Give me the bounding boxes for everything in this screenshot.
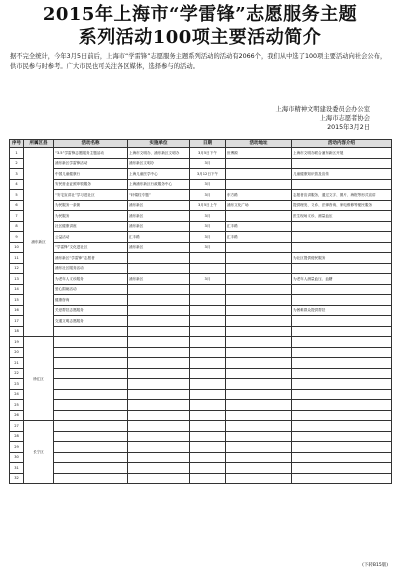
table-header-row	[10, 140, 392, 148]
cell-no: 18	[10, 326, 24, 337]
cell-description: 儿童健康知识普及宣传	[292, 169, 392, 180]
cell-description	[292, 379, 392, 390]
table-row	[10, 179, 392, 190]
cell-date	[190, 284, 226, 295]
cell-no: 32	[10, 473, 24, 484]
cell-district: 浦东新区	[24, 148, 54, 337]
table-row	[10, 263, 392, 274]
cell-address	[226, 295, 292, 306]
cell-date	[190, 421, 226, 432]
cell-activity-name: 浦东社区服务活动	[54, 263, 128, 274]
cell-date	[190, 379, 226, 390]
cell-activity-name	[54, 431, 128, 442]
cell-activity-name	[54, 452, 128, 463]
cell-activity-name	[54, 473, 128, 484]
cell-unit	[128, 347, 190, 358]
cell-activity-name	[54, 347, 128, 358]
title-line-2: 系列活动100项主要活动简介	[78, 27, 322, 48]
cell-activity-name	[54, 368, 128, 379]
cell-address	[226, 379, 292, 390]
cell-description	[292, 463, 392, 474]
cell-activity-name	[54, 410, 128, 421]
cell-description	[292, 158, 392, 169]
cell-unit	[128, 442, 190, 453]
publish-date: 2015年3月2日	[327, 124, 370, 131]
cell-unit	[128, 326, 190, 337]
cell-date: 3月	[190, 158, 226, 169]
table-row	[10, 400, 392, 411]
cell-no: 9	[10, 232, 24, 243]
activity-table	[9, 139, 392, 484]
cell-no: 10	[10, 242, 24, 253]
cell-description	[292, 232, 392, 243]
cell-activity-name	[54, 379, 128, 390]
cell-no: 14	[10, 284, 24, 295]
cell-description	[292, 284, 392, 295]
col-header-no: 序号	[10, 140, 24, 148]
cell-district: 长宁区	[24, 421, 54, 484]
cell-no: 16	[10, 305, 24, 316]
cell-date: 3月12日下午	[190, 169, 226, 180]
cell-date: 3月	[190, 179, 226, 190]
cell-date	[190, 358, 226, 369]
cell-description	[292, 242, 392, 253]
cell-no: 28	[10, 431, 24, 442]
cell-address	[226, 211, 292, 222]
cell-address	[226, 337, 292, 348]
cell-activity-name: 爱心捐助活动	[54, 284, 128, 295]
cell-date	[190, 389, 226, 400]
cell-date	[190, 305, 226, 316]
cell-date	[190, 473, 226, 484]
cell-no: 4	[10, 179, 24, 190]
cell-address	[226, 431, 292, 442]
cell-unit	[128, 295, 190, 306]
table-row	[10, 410, 392, 421]
cell-activity-name: 健康咨询	[54, 295, 128, 306]
cell-no: 22	[10, 368, 24, 379]
cell-address: 世博源	[226, 148, 292, 159]
cell-no: 11	[10, 253, 24, 264]
col-header-address: 活动地址	[226, 140, 292, 148]
cell-unit: 汇丰路	[128, 232, 190, 243]
cell-no: 15	[10, 295, 24, 306]
cell-district: 徐汇区	[24, 337, 54, 421]
cell-date	[190, 316, 226, 327]
cell-address	[226, 158, 292, 169]
cell-unit: 浦东新区文明办	[128, 158, 190, 169]
cell-description	[292, 337, 392, 348]
table-row	[10, 190, 392, 201]
cell-activity-name	[54, 400, 128, 411]
cell-activity-name: “学雷锋”文化进社区	[54, 242, 128, 253]
cell-unit	[128, 389, 190, 400]
cell-no: 21	[10, 358, 24, 369]
cell-unit: “轩辕柱专题”	[128, 190, 190, 201]
cell-activity-name	[54, 463, 128, 474]
cell-date: 3月	[190, 274, 226, 285]
cell-no: 12	[10, 263, 24, 274]
cell-address	[226, 316, 292, 327]
cell-description	[292, 442, 392, 453]
cell-description	[292, 358, 392, 369]
cell-address	[226, 473, 292, 484]
cell-activity-name: “3.5”学雷锋志愿服务主题活动	[54, 148, 128, 159]
cell-date	[190, 431, 226, 442]
table-row	[10, 431, 392, 442]
cell-address: 东方路	[226, 190, 292, 201]
cell-unit	[128, 284, 190, 295]
cell-description	[292, 431, 392, 442]
cell-no: 5	[10, 190, 24, 201]
cell-activity-name	[54, 389, 128, 400]
table-row	[10, 200, 392, 211]
table-row	[10, 232, 392, 243]
cell-description	[292, 347, 392, 358]
cell-no: 30	[10, 452, 24, 463]
cell-activity-name: 为民服务一条街	[54, 200, 128, 211]
cell-unit	[128, 463, 190, 474]
table-row	[10, 274, 392, 285]
table-row	[10, 316, 392, 327]
table-row	[10, 347, 392, 358]
table-row	[10, 169, 392, 180]
cell-address	[226, 389, 292, 400]
col-header-date: 日期	[190, 140, 226, 148]
cell-description: 为困难群众提供帮扶	[292, 305, 392, 316]
cell-unit: 上海浦东新区行政服务中心	[128, 179, 190, 190]
cell-date: 3月	[190, 190, 226, 201]
cell-unit	[128, 337, 190, 348]
table-row	[10, 242, 392, 253]
cell-address	[226, 358, 292, 369]
continue-note: (下转B15版)	[362, 563, 388, 568]
table-row	[10, 326, 392, 337]
cell-address	[226, 274, 292, 285]
col-header-unit: 实施单位	[128, 140, 190, 148]
cell-activity-name: 公益活动	[54, 232, 128, 243]
table-row	[10, 221, 392, 232]
cell-unit	[128, 421, 190, 432]
table-row	[10, 463, 392, 474]
cell-address	[226, 284, 292, 295]
cell-description: 提供理发、义诊、法律咨询、家电维修等便民服务	[292, 200, 392, 211]
cell-no: 8	[10, 221, 24, 232]
cell-address	[226, 326, 292, 337]
cell-no: 20	[10, 347, 24, 358]
cell-unit: 浦东新区	[128, 200, 190, 211]
cell-address	[226, 463, 292, 474]
cell-no: 19	[10, 337, 24, 348]
cell-activity-name: 为老年人义诊服务	[54, 274, 128, 285]
cell-unit	[128, 253, 190, 264]
cell-description	[292, 295, 392, 306]
cell-unit	[128, 452, 190, 463]
cell-unit: 上海儿童医学中心	[128, 169, 190, 180]
cell-address	[226, 421, 292, 432]
cell-date	[190, 452, 226, 463]
cell-address	[226, 442, 292, 453]
cell-description	[292, 316, 392, 327]
cell-activity-name: 为民服务	[54, 211, 128, 222]
cell-unit	[128, 305, 190, 316]
cell-description: 上海市文明办联合浦东新区开展	[292, 148, 392, 159]
cell-address	[226, 179, 292, 190]
cell-description: 为社区提供便民服务	[292, 253, 392, 264]
cell-no: 24	[10, 389, 24, 400]
cell-no: 2	[10, 158, 24, 169]
cell-description	[292, 389, 392, 400]
cell-unit	[128, 431, 190, 442]
cell-date: 3月	[190, 221, 226, 232]
cell-activity-name	[54, 358, 128, 369]
cell-address	[226, 400, 292, 411]
cell-address: 汇丰路	[226, 232, 292, 243]
col-header-name: 活动名称	[54, 140, 128, 148]
col-header-district: 所属区县	[24, 140, 54, 148]
cell-address: 浦东文化广场	[226, 200, 292, 211]
cell-date	[190, 253, 226, 264]
table-row	[10, 158, 392, 169]
cell-description	[292, 326, 392, 337]
cell-address	[226, 242, 292, 253]
cell-no: 31	[10, 463, 24, 474]
table-row	[10, 452, 392, 463]
cell-description	[292, 410, 392, 421]
cell-no: 1	[10, 148, 24, 159]
table-row	[10, 389, 392, 400]
cell-date: 3月	[190, 242, 226, 253]
cell-date	[190, 326, 226, 337]
table-row	[10, 305, 392, 316]
cell-unit	[128, 410, 190, 421]
org-name-2: 上海市志愿者协会	[319, 115, 370, 122]
cell-date	[190, 347, 226, 358]
cell-date	[190, 410, 226, 421]
table-row	[10, 358, 392, 369]
cell-unit	[128, 316, 190, 327]
cell-date	[190, 263, 226, 274]
cell-description	[292, 221, 392, 232]
cell-date	[190, 442, 226, 453]
cell-unit	[128, 473, 190, 484]
cell-date: 3月5日上午	[190, 200, 226, 211]
cell-no: 26	[10, 410, 24, 421]
title-line-1: 2015年上海市“学雷锋”志愿服务主题	[42, 4, 358, 25]
cell-date: 3月	[190, 211, 226, 222]
table-row	[10, 253, 392, 264]
cell-address	[226, 452, 292, 463]
cell-address	[226, 263, 292, 274]
cell-unit: 浦东新区	[128, 211, 190, 222]
cell-activity-name: 社区健康讲座	[54, 221, 128, 232]
intro-paragraph: 据不完全统计，今年3月5日前后，上海市“学雷锋”志愿服务主题系列活动的活动有2066个，我们从中选了100项主要活动向社会公布，供市民参与时参考。广大市民也可关注各区媒体，选择参与的活动。	[10, 53, 387, 70]
table-row	[10, 295, 392, 306]
cell-unit	[128, 263, 190, 274]
cell-description: 志愿者宣讲服务，通过文字、图片、海报等形式宣讲	[292, 190, 392, 201]
table-row	[10, 421, 392, 432]
cell-address	[226, 169, 292, 180]
cell-activity-name: 安民营业证照申领服务	[54, 179, 128, 190]
cell-description	[292, 421, 392, 432]
cell-activity-name	[54, 337, 128, 348]
cell-description	[292, 368, 392, 379]
cell-address	[226, 305, 292, 316]
cell-date	[190, 295, 226, 306]
cell-activity-name	[54, 326, 128, 337]
table-row	[10, 148, 392, 159]
table-row	[10, 211, 392, 222]
cell-description	[292, 400, 392, 411]
cell-address	[226, 253, 292, 264]
cell-unit	[128, 358, 190, 369]
org-name-1: 上海市精神文明建设委员会办公室	[275, 106, 370, 113]
table-row	[10, 368, 392, 379]
cell-date: 3月	[190, 232, 226, 243]
cell-description	[292, 263, 392, 274]
cell-unit	[128, 379, 190, 390]
cell-no: 13	[10, 274, 24, 285]
cell-address	[226, 347, 292, 358]
table-row	[10, 379, 392, 390]
cell-description	[292, 179, 392, 190]
col-header-description: 活动内容介绍	[292, 140, 392, 148]
cell-no: 25	[10, 400, 24, 411]
cell-address	[226, 410, 292, 421]
cell-unit: 浦东新区	[128, 221, 190, 232]
cell-date: 3月5日下午	[190, 148, 226, 159]
cell-no: 29	[10, 442, 24, 453]
cell-activity-name: 浦东新区学雷锋活动	[54, 158, 128, 169]
cell-unit: 上海市文明办、浦东新区文明办	[128, 148, 190, 159]
cell-no: 6	[10, 200, 24, 211]
cell-address	[226, 368, 292, 379]
cell-date	[190, 368, 226, 379]
cell-no: 27	[10, 421, 24, 432]
cell-no: 7	[10, 211, 24, 222]
cell-description: 医生现场义诊，测量血压	[292, 211, 392, 222]
cell-activity-name	[54, 442, 128, 453]
cell-activity-name	[54, 421, 128, 432]
cell-activity-name: 交通文明志愿服务	[54, 316, 128, 327]
cell-activity-name: 关爱帮扶志愿服务	[54, 305, 128, 316]
cell-unit	[128, 400, 190, 411]
cell-unit	[128, 368, 190, 379]
cell-no: 17	[10, 316, 24, 327]
cell-unit: 浦东新区	[128, 242, 190, 253]
cell-address: 汇丰路	[226, 221, 292, 232]
cell-activity-name: “安宅宣讲社”学习进社区	[54, 190, 128, 201]
table-row	[10, 442, 392, 453]
table-row	[10, 337, 392, 348]
cell-description	[292, 473, 392, 484]
cell-no: 23	[10, 379, 24, 390]
cell-activity-name: 中国儿童健康行	[54, 169, 128, 180]
cell-description: 为老年人测量血压、血糖	[292, 274, 392, 285]
cell-activity-name: 浦东新区“学雷锋”志愿者	[54, 253, 128, 264]
cell-date	[190, 337, 226, 348]
table-row	[10, 284, 392, 295]
cell-no: 3	[10, 169, 24, 180]
cell-description	[292, 452, 392, 463]
cell-date	[190, 463, 226, 474]
table-row	[10, 473, 392, 484]
cell-unit: 浦东新区	[128, 274, 190, 285]
cell-date	[190, 400, 226, 411]
